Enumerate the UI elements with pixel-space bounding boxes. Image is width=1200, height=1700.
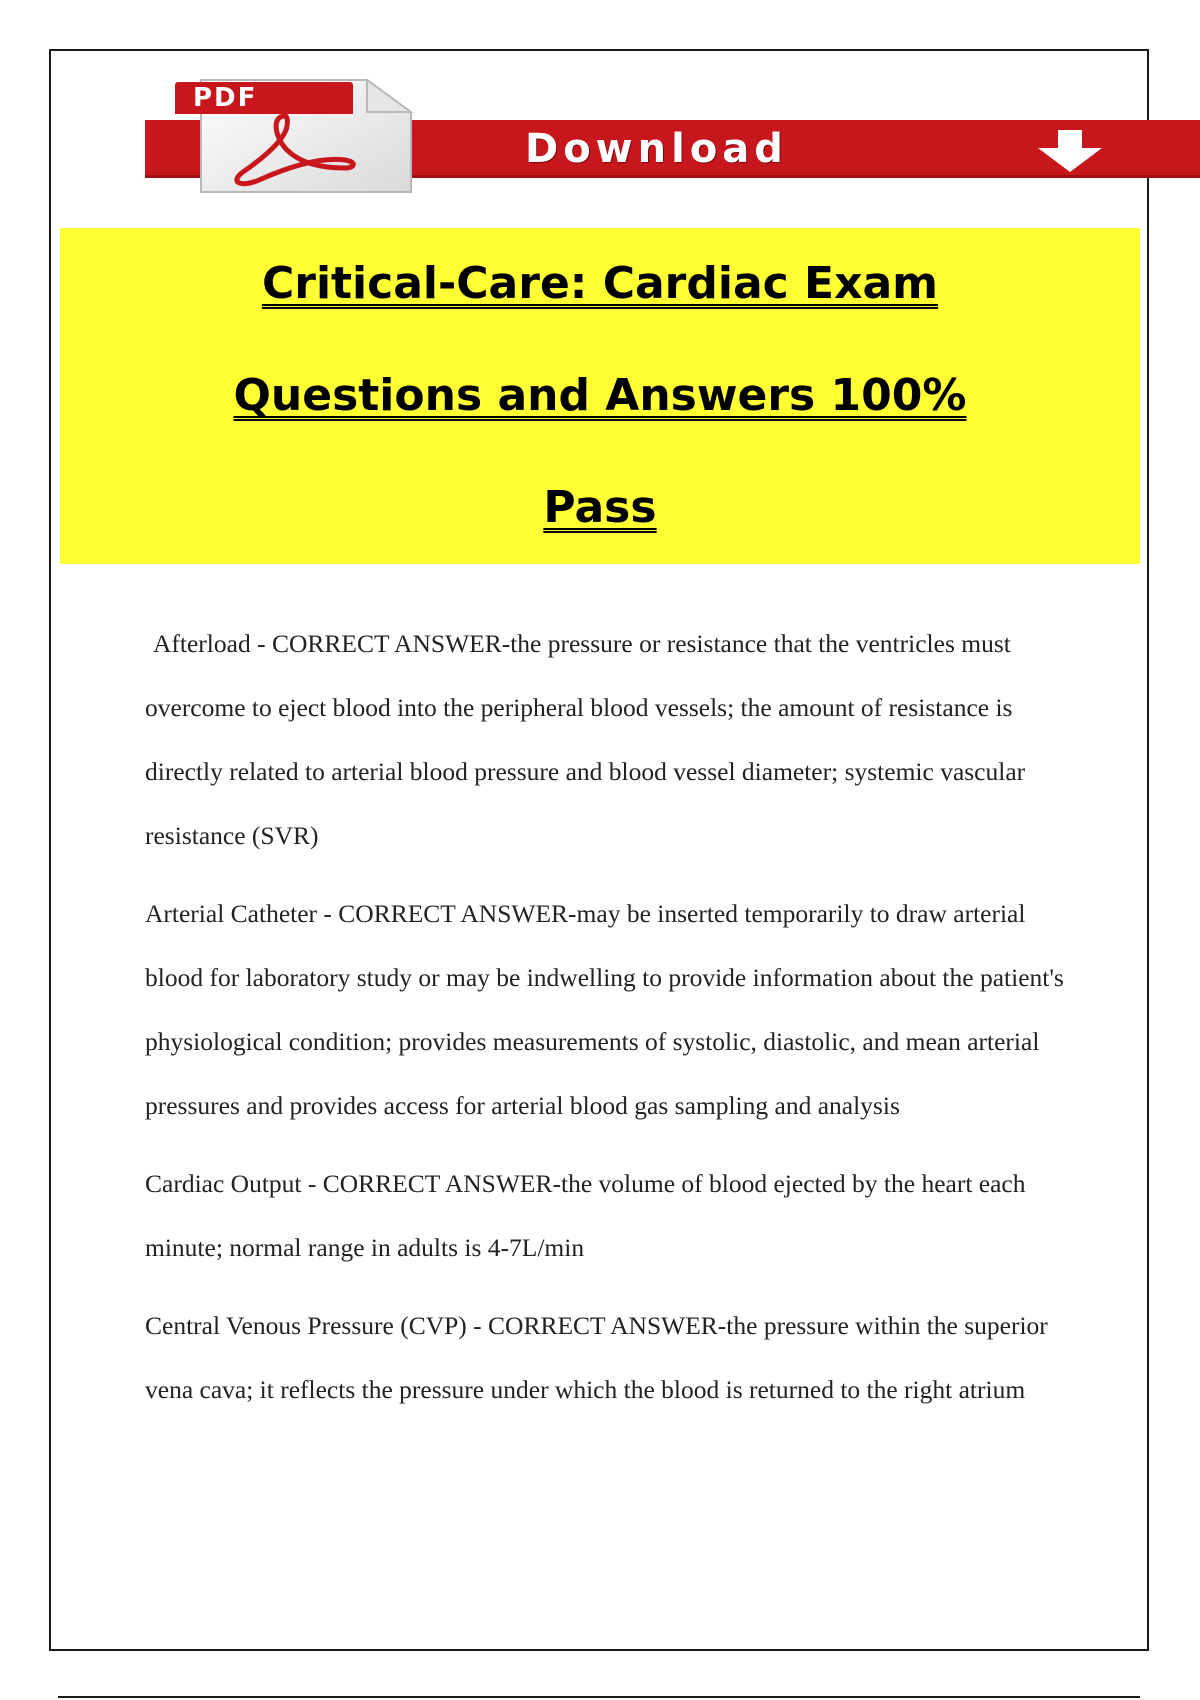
document-title <box>60 228 1140 564</box>
entry-arterial-catheter: Arterial Catheter - CORRECT ANSWER-may be inserted temporarily to draw arterial blood for laboratory study or may be indwelling to provide information about the patient's physiological condition; provides measurements of systolic, diastolic, and mean arterial pressures and provides access for arterial blood gas sampling and analysis <box>145 899 1064 1120</box>
qa-content <box>145 612 1065 1436</box>
pdf-label: PDF <box>175 82 353 114</box>
title-line-3 <box>60 452 1140 564</box>
title-line-2-text: Questions and Answers 100% <box>232 366 969 425</box>
title-line-1-text: Critical-Care: Cardiac Exam <box>260 254 940 313</box>
download-arrow-icon[interactable] <box>1030 130 1110 172</box>
download-label[interactable]: Download <box>525 126 788 172</box>
title-line-2 <box>60 340 1140 452</box>
entry-cardiac-output: Cardiac Output - CORRECT ANSWER-the volume of blood ejected by the heart each minute; normal range in adults is 4-7L/min <box>145 1169 1026 1262</box>
entry-central-venous-pressure: Central Venous Pressure (CVP) - CORRECT ANSWER-the pressure within the superior vena cava; it reflects the pressure under which the blood is returned to the right atrium <box>145 1311 1048 1404</box>
entry-afterload: Afterload - CORRECT ANSWER-the pressure or resistance that the ventricles must overcome to eject blood into the peripheral blood vessels; the amount of resistance is directly related to arterial blood pressure and blood vessel diameter; systemic vascular resistance (SVR) <box>145 629 1026 850</box>
pdf-document-icon <box>175 76 413 194</box>
title-line-3-text: Pass <box>541 478 658 537</box>
title-line-1 <box>60 228 1140 340</box>
bottom-rule <box>58 1696 1140 1698</box>
pdf-download-banner[interactable] <box>145 76 1200 194</box>
